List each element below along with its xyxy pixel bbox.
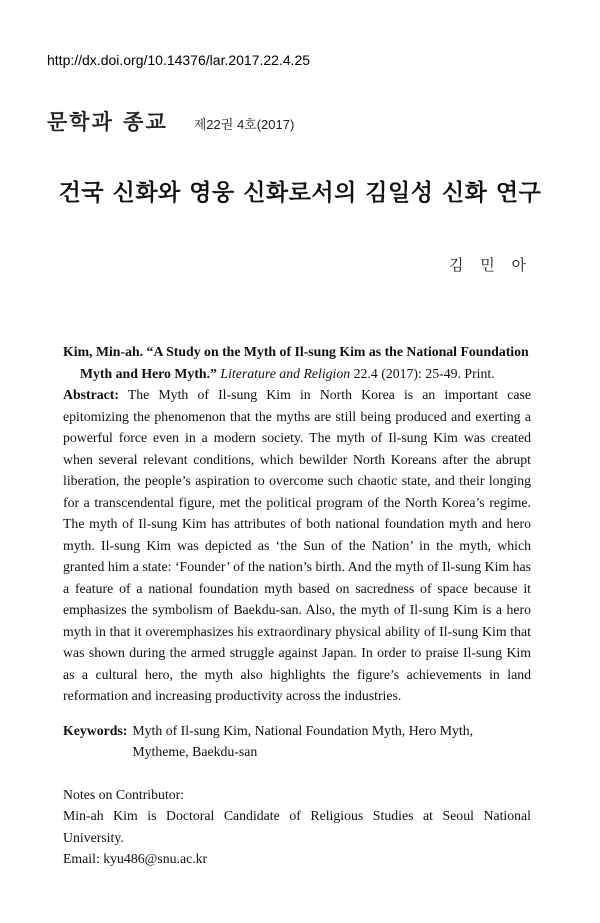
citation-line-2 xyxy=(63,363,531,385)
citation xyxy=(63,341,531,384)
keywords-label: Keywords: xyxy=(63,722,128,738)
doi-link[interactable]: http://dx.doi.org/10.14376/lar.2017.22.4.25 xyxy=(47,52,311,68)
journal-name: 문학과 종교 xyxy=(47,109,168,134)
author-name-korean: 김 민 아 xyxy=(448,256,532,274)
abstract-label: Abstract: xyxy=(63,387,119,402)
notes-on-contributor xyxy=(63,784,531,870)
citation-details: 22.4 (2017): 25-49. Print. xyxy=(350,365,495,381)
citation-author-title: Kim, Min-ah. “A Study on the Myth of Il-sung Kim as the National Foundation xyxy=(63,344,529,359)
paper-title: 건국 신화와 영웅 신화로서의 김일성 신화 연구 xyxy=(58,180,542,206)
journal-header xyxy=(47,106,294,136)
citation-journal: Literature and Religion xyxy=(220,365,351,381)
abstract-text: The Myth of Il-sung Kim in North Korea is an important case epitomizing the phenomenon that the myths are still being produced and exerting a powerful force even in a modern society. The myth of Il-sung Kim was created when several relevant conditions, which bewilder North Koreans after the abrupt liberation, the people’s aspiration to overcome such chaotic state, and their longing for a transcendental figure, met the political program of the North Korea’s regime. The myth of Il-sung Kim has attributes of both national foundation myth and hero myth. Il-sung Kim was depicted as ‘the Sun of the Nation’ in the myth, which granted him a state: ‘Founder’ of the nation’s birth. And the myth of Il-sung Kim has a feature of a national foundation myth based on sacredness of space because it emphasizes the symbolism of Baekdu-san. Also, the myth of Il-sung Kim is a hero myth in that it overemphasizes his extraordinary physical ability of Il-sung Kim that was shown during the armed struggle against Japan. In order to praise Il-sung Kim as a cultural hero, the myth also highlights the figure’s achievements in land reformation and increasing productivity across the industries. xyxy=(63,387,531,703)
keywords xyxy=(63,720,531,763)
notes-body: Min-ah Kim is Doctoral Candidate of Religious Studies at Seoul National University. xyxy=(63,808,531,845)
abstract xyxy=(63,384,531,707)
contributor-email[interactable]: Email: kyu486@snu.ac.kr xyxy=(63,851,208,866)
keywords-text: Myth of Il-sung Kim, National Foundation Myth, Hero Myth, Mytheme, Baekdu-san xyxy=(132,722,474,759)
english-abstract-section xyxy=(63,341,531,870)
journal-volume: 제22권 4호(2017) xyxy=(193,117,295,132)
notes-heading: Notes on Contributor: xyxy=(63,786,185,802)
citation-title-end: Myth and Hero Myth.” xyxy=(80,365,217,381)
